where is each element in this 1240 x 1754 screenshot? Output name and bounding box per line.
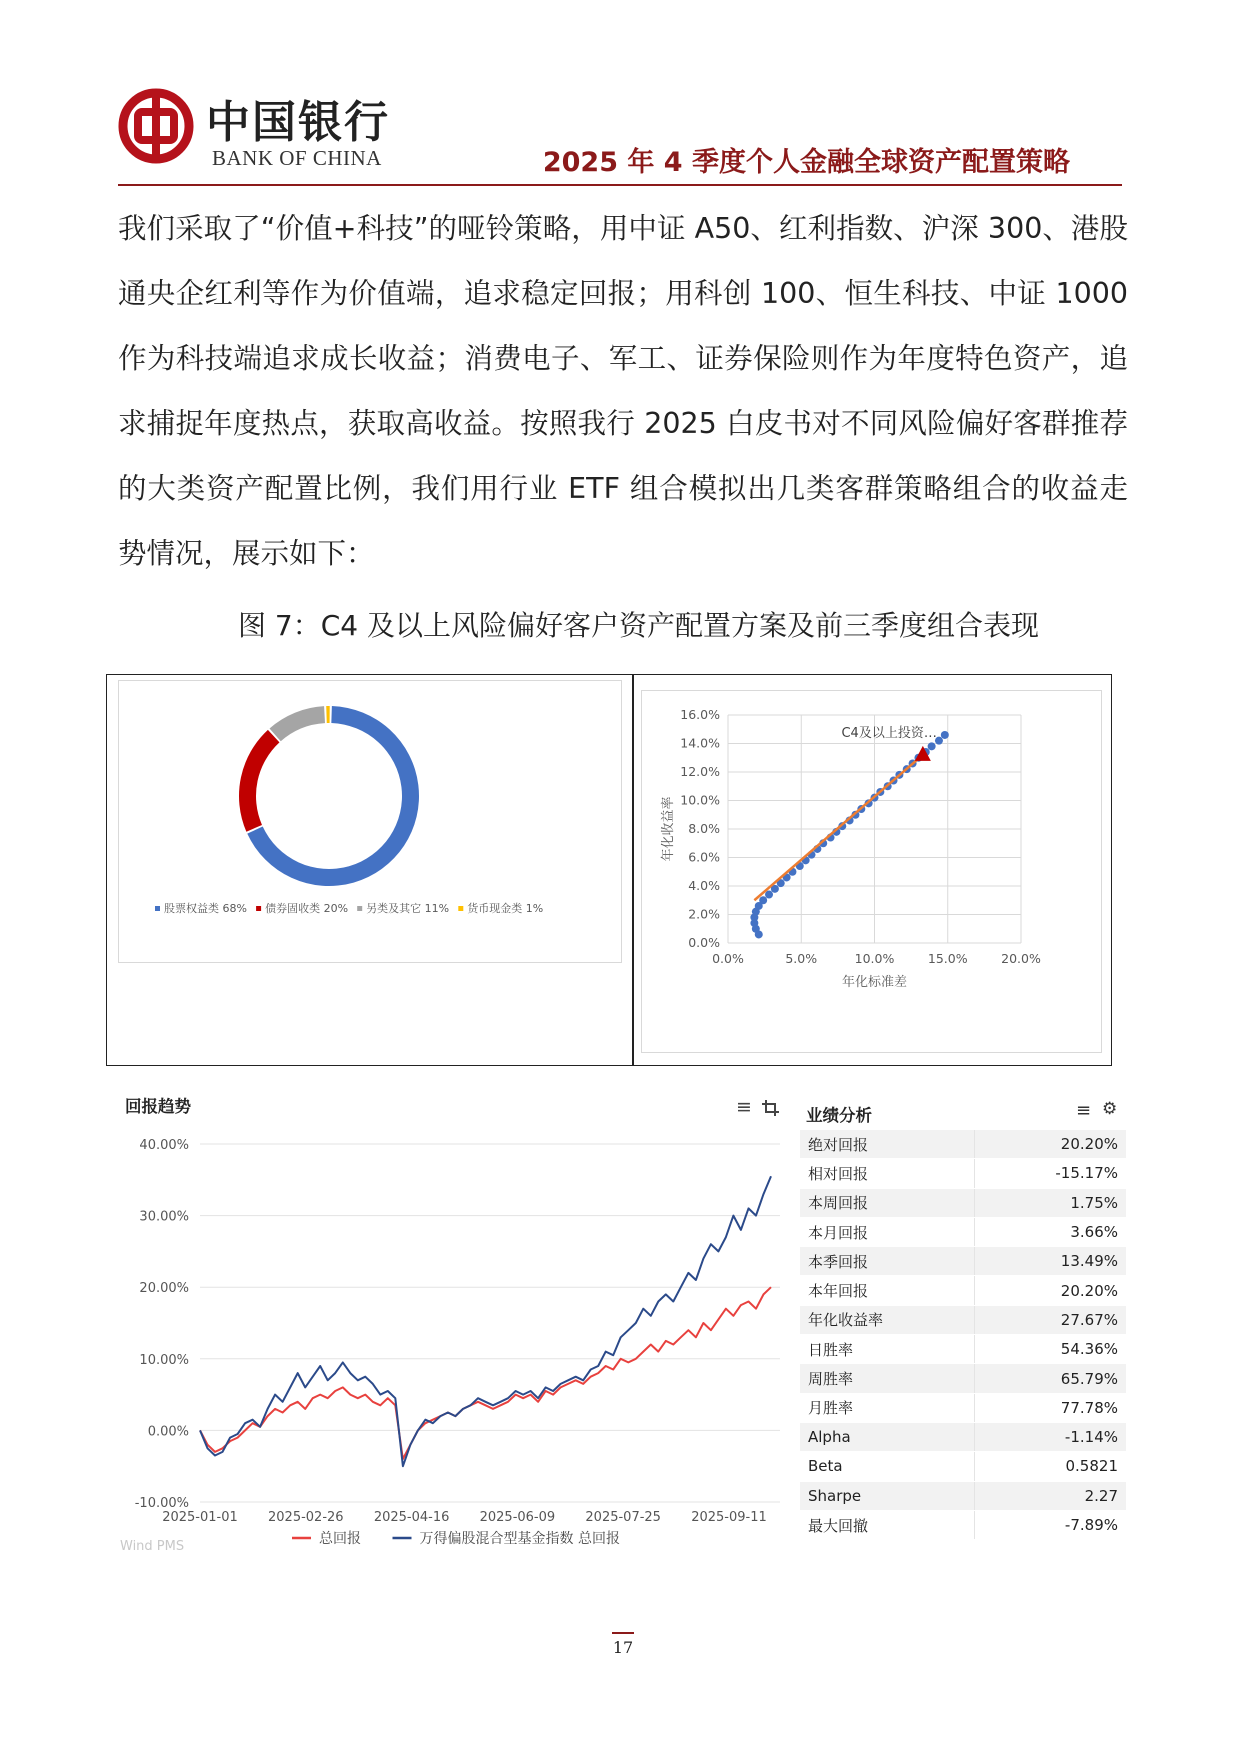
y-tick-label: 4.0% [688, 878, 720, 893]
scatter-point [765, 891, 773, 899]
x-tick-label: 2025-04-16 [373, 1510, 450, 1525]
legend-label: 另类及其它 11% [366, 902, 450, 915]
legend-label: 货币现金类 1% [467, 902, 544, 915]
performance-row [800, 1247, 1126, 1276]
figure-divider [632, 674, 634, 1066]
crop-icon [762, 1100, 779, 1116]
metric-label: 相对回报 [800, 1159, 975, 1188]
series-line [200, 1176, 771, 1466]
metric-label: 年化收益率 [800, 1305, 975, 1334]
metric-value: 13.49% [975, 1247, 1126, 1276]
legend-swatch [155, 906, 160, 911]
metric-value: 1.75% [975, 1188, 1126, 1217]
return-trend-panel [118, 1094, 790, 1556]
x-tick-label: 2025-07-25 [585, 1510, 661, 1525]
risk-return-panel [641, 690, 1102, 1053]
x-tick-label: 2025-06-09 [479, 1510, 556, 1525]
legend-swatch [357, 906, 362, 911]
metric-label: 最大回撤 [800, 1510, 975, 1539]
x-tick-label: 10.0% [854, 951, 895, 966]
metric-value: 65.79% [975, 1364, 1126, 1393]
metric-label: 绝对回报 [800, 1130, 975, 1159]
scatter-point [759, 896, 767, 904]
performance-title: 业绩分析 [806, 1106, 872, 1125]
performance-row [800, 1217, 1126, 1246]
y-tick-label: 10.00% [139, 1352, 189, 1368]
page-number: 17 [612, 1638, 634, 1657]
y-tick-label: 12.0% [680, 764, 720, 779]
metric-value: 27.67% [975, 1305, 1126, 1334]
performance-row [800, 1130, 1126, 1159]
metric-value: 77.78% [975, 1393, 1126, 1422]
x-tick-label: 2025-09-11 [691, 1510, 767, 1525]
metric-label: 日胜率 [800, 1335, 975, 1364]
header-divider [118, 184, 1122, 186]
y-tick-label: 20.00% [139, 1281, 189, 1297]
logo-chinese-name: 中国银行 [206, 97, 390, 148]
menu-icon: ≡ [736, 1096, 752, 1118]
source-watermark: Wind PMS [120, 1539, 185, 1554]
portfolio-annotation: C4及以上投资… [841, 725, 937, 741]
performance-row [800, 1364, 1126, 1393]
performance-row [800, 1452, 1126, 1481]
performance-row [800, 1159, 1126, 1188]
metric-value: 54.36% [975, 1335, 1126, 1364]
donut-slice [326, 706, 329, 723]
metric-value: 20.20% [975, 1276, 1126, 1305]
y-tick-label: -10.00% [134, 1496, 189, 1511]
donut-slice [239, 730, 279, 832]
performance-row [800, 1305, 1126, 1334]
donut-slice [270, 706, 325, 741]
legend-label: 股票权益类 68% [164, 902, 247, 915]
bank-of-china-logo-icon [118, 88, 194, 164]
y-tick-label: 0.0% [688, 935, 720, 950]
allocation-line [754, 755, 922, 900]
x-tick-label: 20.0% [1001, 951, 1041, 966]
scatter-point [928, 742, 936, 750]
performance-row [800, 1481, 1126, 1510]
performance-row [800, 1422, 1126, 1451]
performance-table [800, 1130, 1126, 1540]
metric-label: 本月回报 [800, 1217, 975, 1246]
metric-label: Sharpe [800, 1481, 975, 1510]
metric-value: 3.66% [975, 1217, 1126, 1246]
metric-label: 本周回报 [800, 1188, 975, 1217]
y-tick-label: 40.00% [139, 1138, 189, 1153]
legend-label: 债券固收类 20% [265, 902, 349, 915]
metric-label: 本年回报 [800, 1276, 975, 1305]
return-trend-chart [118, 1094, 790, 1556]
performance-row [800, 1510, 1126, 1539]
metric-label: Beta [800, 1452, 975, 1481]
logo-english-name: BANK OF CHINA [212, 146, 382, 170]
y-tick-label: 10.0% [680, 792, 720, 808]
return-trend-title: 回报趋势 [125, 1097, 191, 1116]
x-tick-label: 2025-01-01 [162, 1510, 238, 1525]
x-tick-label: 15.0% [927, 951, 968, 966]
donut-slice [247, 706, 419, 886]
y-tick-label: 6.0% [688, 849, 720, 865]
metric-label: 周胜率 [800, 1364, 975, 1393]
metric-value: -7.89% [975, 1510, 1126, 1539]
y-tick-label: 2.0% [688, 906, 720, 922]
x-tick-label: 2025-02-26 [268, 1510, 344, 1525]
legend-label: 总回报 [319, 1531, 361, 1547]
scatter-point [941, 731, 949, 739]
series-line [200, 1287, 771, 1459]
metric-value: 0.5821 [975, 1452, 1126, 1481]
gear-icon[interactable]: ⚙ [1102, 1099, 1118, 1119]
legend-swatch [256, 906, 261, 911]
performance-row [800, 1276, 1126, 1305]
metric-label: Alpha [800, 1422, 975, 1451]
allocation-donut-panel [118, 680, 622, 963]
y-tick-label: 30.00% [139, 1209, 189, 1225]
x-tick-label: 0.0% [712, 951, 744, 966]
legend-swatch [458, 906, 463, 911]
metric-label: 月胜率 [800, 1393, 975, 1422]
performance-row [800, 1188, 1126, 1217]
metric-label: 本季回报 [800, 1247, 975, 1276]
legend-label: 万得偏股混合型基金指数 总回报 [419, 1531, 620, 1547]
risk-return-chart [642, 691, 1101, 1052]
performance-row [800, 1335, 1126, 1364]
metric-value: 2.27 [975, 1481, 1126, 1510]
page-number-rule [612, 1632, 634, 1634]
y-axis-title: 年化收益率 [661, 796, 676, 862]
y-tick-label: 0.00% [147, 1424, 189, 1440]
metric-value: 20.20% [975, 1130, 1126, 1159]
metric-value: -1.14% [975, 1422, 1126, 1451]
performance-row [800, 1393, 1126, 1422]
metric-value: -15.17% [975, 1159, 1126, 1188]
y-tick-label: 14.0% [680, 735, 720, 751]
y-tick-label: 8.0% [688, 821, 720, 836]
menu-icon[interactable]: ≡ [1076, 1100, 1092, 1121]
x-tick-label: 5.0% [785, 951, 818, 966]
document-title: 2025 年 4 季度个人金融全球资产配置策略 [542, 147, 1070, 178]
y-tick-label: 16.0% [680, 707, 720, 722]
body-paragraph: 我们采取了“价值+科技”的哑铃策略，用中证 A50、红利指数、沪深 300、港股通央企红利等作为价值端，追求稳定回报；用科创 100、恒生科技、中证 1000 作为科技端追求成长收益；消费电子、军工、证券保险则作为年度特色资产，追求捕捉年度热点，获取高收益。按照我行 2025 白皮书对不同风险偏好客群推荐的大类资产配置比例，我们用行业 ETF 组合模拟出几类客群策略组合的收益走势情况，展示如下： [118, 212, 1128, 570]
allocation-donut-chart [119, 681, 621, 962]
x-axis-title: 年化标准差 [841, 975, 908, 990]
figure-caption: 图 7：C4 及以上风险偏好客户资产配置方案及前三季度组合表现 [238, 609, 1039, 642]
